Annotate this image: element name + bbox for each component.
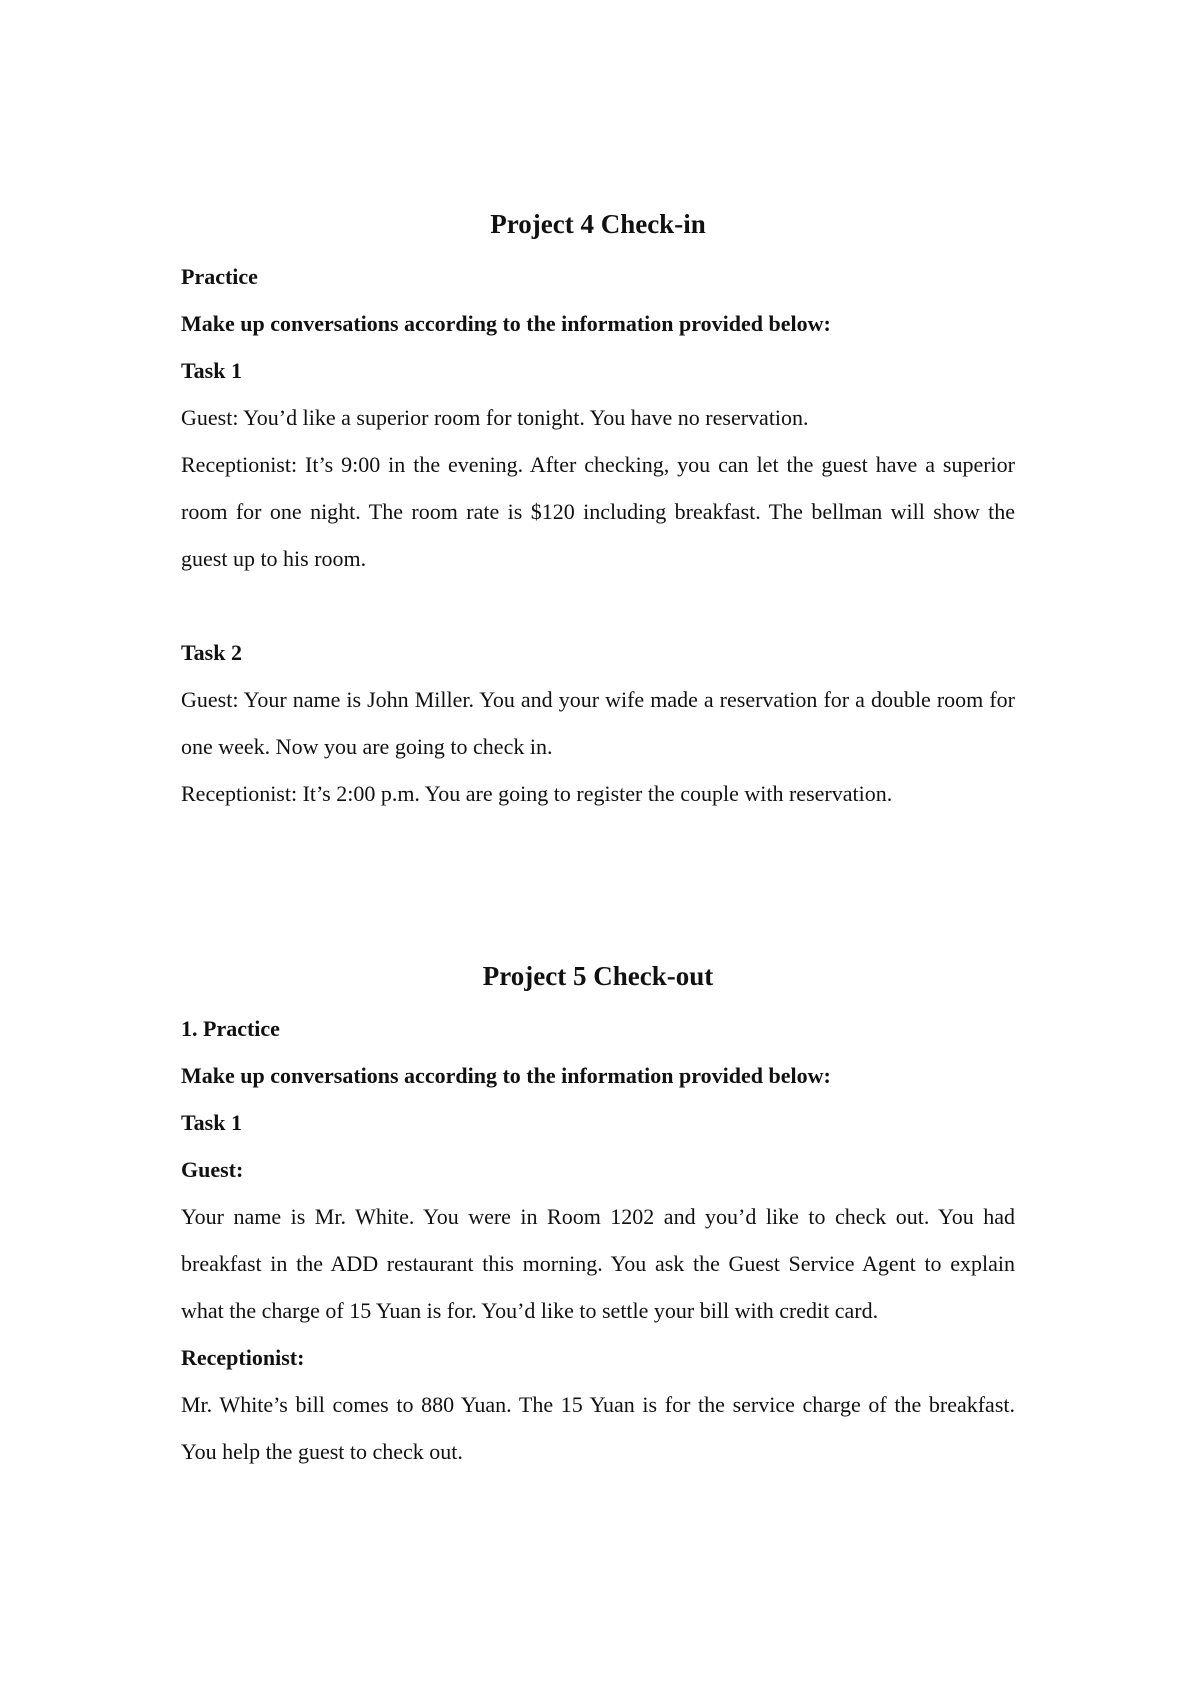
project4-task2-guest: Guest: Your name is John Miller. You and your wife made a reservation for a double room for one week. Now you are going to check in. <box>181 687 1015 759</box>
project4-task1-receptionist: Receptionist: It’s 9:00 in the evening. After checking, you can let the guest have a superior room for one night. The room rate is $120 including breakfast. The bellman will show the guest up to his room. <box>181 452 1015 571</box>
project5-title: Project 5 Check-out <box>482 961 714 991</box>
project5-receptionist-label: Receptionist: <box>181 1345 305 1370</box>
project4-body <box>181 253 1015 817</box>
project5-guest-label: Guest: <box>181 1157 244 1182</box>
project4-title: Project 4 Check-in <box>490 209 706 239</box>
project4-task2-receptionist: Receptionist: It’s 2:00 p.m. You are going to register the couple with reservation. <box>181 781 893 806</box>
project5-practice-heading: 1. Practice <box>181 1016 280 1041</box>
project4-instruction: Make up conversations according to the information provided below: <box>181 311 831 336</box>
project4-task1-heading: Task 1 <box>181 358 242 383</box>
project5-task1-heading: Task 1 <box>181 1110 242 1135</box>
project5-task1-receptionist: Mr. White’s bill comes to 880 Yuan. The 15 Yuan is for the service charge of the breakfast. You help the guest to check out. <box>181 1392 1015 1464</box>
project5-body <box>181 1005 1015 1475</box>
project4-practice-heading: Practice <box>181 264 258 289</box>
project5-task1-guest: Your name is Mr. White. You were in Room 1202 and you’d like to check out. You had breakfast in the ADD restaurant this morning. You ask the Guest Service Agent to explain what the charge of 15 Yuan is for. You’d like to settle your bill with credit card. <box>181 1204 1015 1323</box>
blank-line <box>181 582 1015 629</box>
project4-task2-heading: Task 2 <box>181 640 242 665</box>
project4-task1-guest: Guest: You’d like a superior room for tonight. You have no reservation. <box>181 405 809 430</box>
project5-instruction: Make up conversations according to the information provided below: <box>181 1063 831 1088</box>
